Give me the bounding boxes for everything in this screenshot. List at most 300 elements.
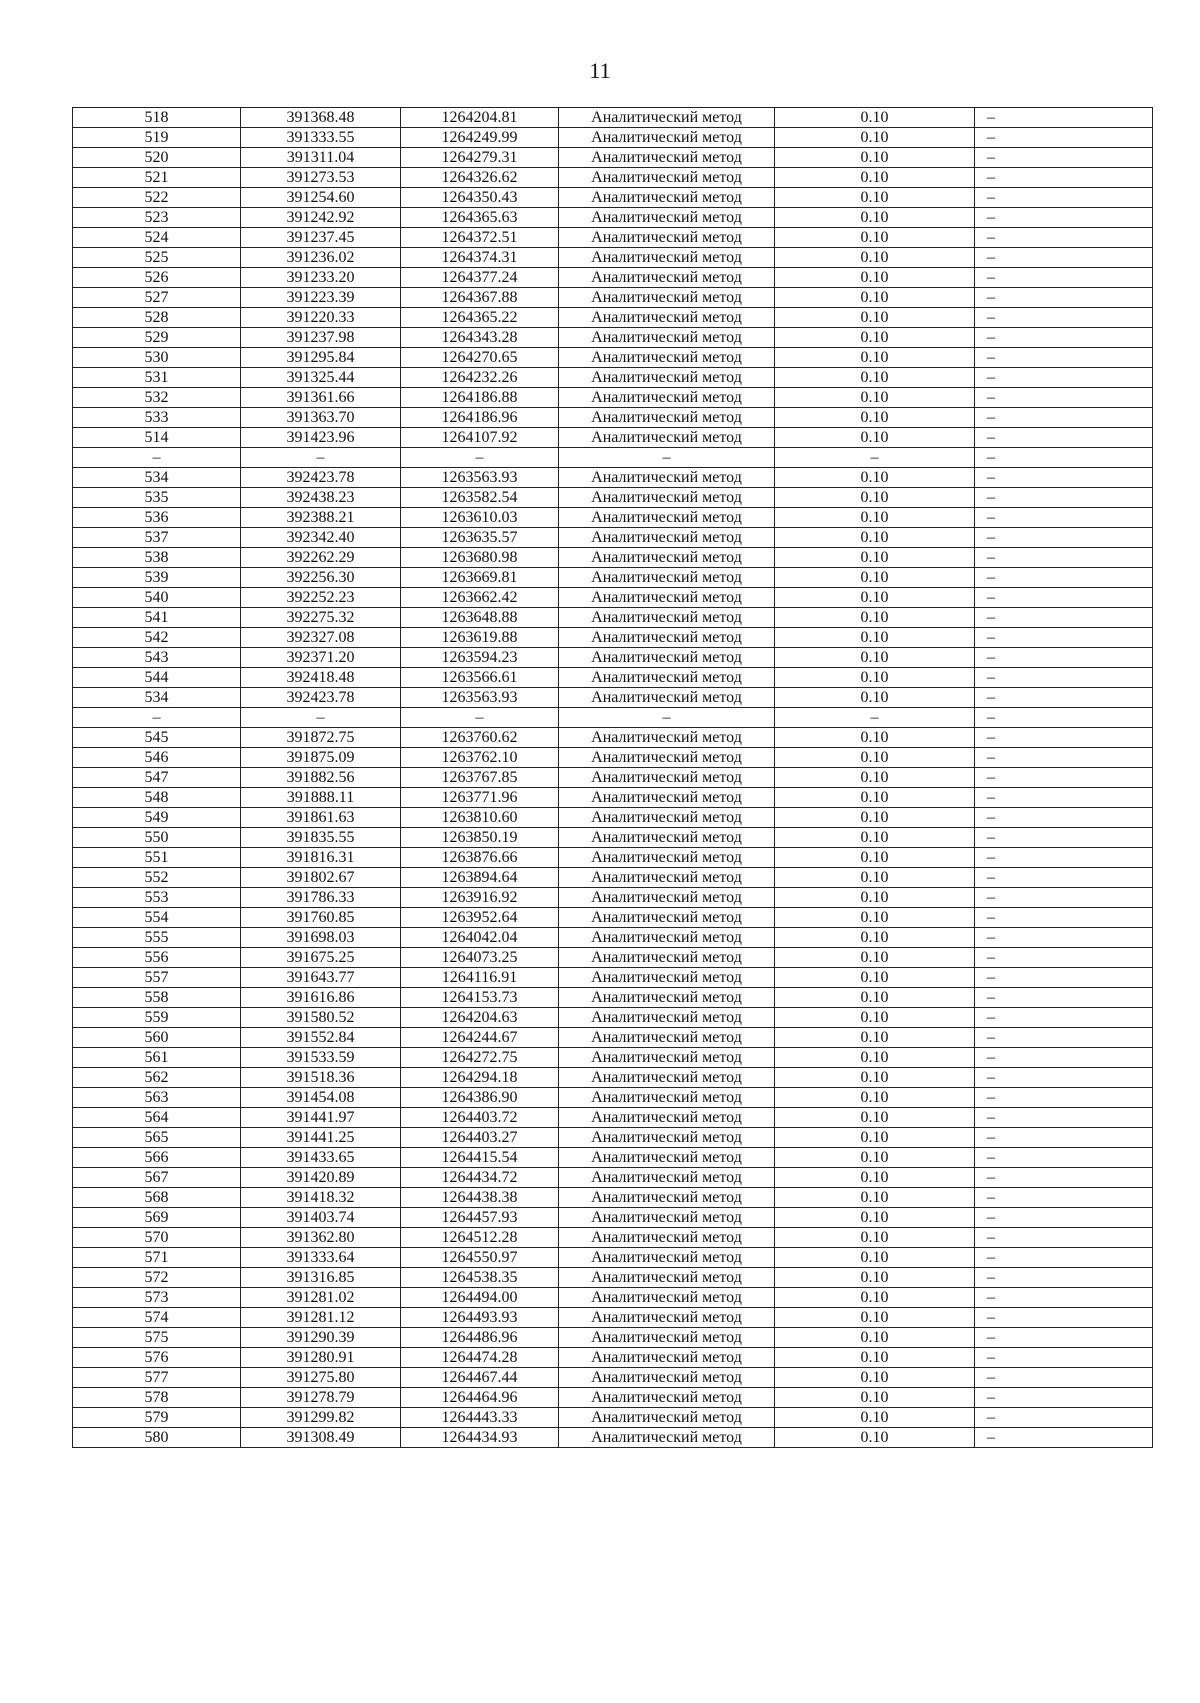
accuracy-cell: 0.10	[775, 748, 975, 768]
point-number-cell: 539	[73, 568, 241, 588]
x-coordinate-cell: 391311.04	[241, 148, 401, 168]
table-row	[73, 228, 1153, 248]
y-coordinate-cell: 1264464.96	[401, 1388, 559, 1408]
description-cell: –	[975, 388, 1153, 408]
point-number-cell: 547	[73, 768, 241, 788]
description-cell: –	[975, 248, 1153, 268]
y-coordinate-cell: 1264538.35	[401, 1268, 559, 1288]
table-row	[73, 1348, 1153, 1368]
y-coordinate-cell: 1264073.25	[401, 948, 559, 968]
table-row	[73, 488, 1153, 508]
accuracy-cell: 0.10	[775, 1308, 975, 1328]
y-coordinate-cell: 1264493.93	[401, 1308, 559, 1328]
method-cell: Аналитический метод	[559, 568, 775, 588]
table-row	[73, 1088, 1153, 1108]
accuracy-cell: 0.10	[775, 1028, 975, 1048]
description-cell: –	[975, 708, 1153, 728]
y-coordinate-cell: 1264438.38	[401, 1188, 559, 1208]
method-cell: Аналитический метод	[559, 768, 775, 788]
accuracy-cell: 0.10	[775, 248, 975, 268]
point-number-cell: 579	[73, 1408, 241, 1428]
x-coordinate-cell: 392438.23	[241, 488, 401, 508]
table-row	[73, 388, 1153, 408]
accuracy-cell: 0.10	[775, 608, 975, 628]
method-cell: Аналитический метод	[559, 1188, 775, 1208]
description-cell: –	[975, 848, 1153, 868]
table-row	[73, 308, 1153, 328]
description-cell: –	[975, 428, 1153, 448]
x-coordinate-cell: –	[241, 448, 401, 468]
accuracy-cell: 0.10	[775, 228, 975, 248]
method-cell: Аналитический метод	[559, 468, 775, 488]
table-row	[73, 908, 1153, 928]
description-cell: –	[975, 588, 1153, 608]
description-cell: –	[975, 568, 1153, 588]
x-coordinate-cell: 392388.21	[241, 508, 401, 528]
point-number-cell: 529	[73, 328, 241, 348]
y-coordinate-cell: 1263810.60	[401, 808, 559, 828]
table-row	[73, 788, 1153, 808]
accuracy-cell: 0.10	[775, 468, 975, 488]
method-cell: Аналитический метод	[559, 368, 775, 388]
point-number-cell: 572	[73, 1268, 241, 1288]
method-cell: Аналитический метод	[559, 1348, 775, 1368]
description-cell: –	[975, 288, 1153, 308]
point-number-cell: 545	[73, 728, 241, 748]
table-row	[73, 328, 1153, 348]
description-cell: –	[975, 448, 1153, 468]
x-coordinate-cell: 391580.52	[241, 1008, 401, 1028]
accuracy-cell: 0.10	[775, 1288, 975, 1308]
x-coordinate-cell: 392262.29	[241, 548, 401, 568]
description-cell: –	[975, 328, 1153, 348]
y-coordinate-cell: 1264494.00	[401, 1288, 559, 1308]
description-cell: –	[975, 1248, 1153, 1268]
description-cell: –	[975, 768, 1153, 788]
table-row	[73, 1408, 1153, 1428]
x-coordinate-cell: 392418.48	[241, 668, 401, 688]
accuracy-cell: 0.10	[775, 1048, 975, 1068]
table-row	[73, 528, 1153, 548]
method-cell: –	[559, 448, 775, 468]
point-number-cell: 571	[73, 1248, 241, 1268]
x-coordinate-cell: 391835.55	[241, 828, 401, 848]
table-row	[73, 268, 1153, 288]
y-coordinate-cell: 1263635.57	[401, 528, 559, 548]
point-number-cell: 533	[73, 408, 241, 428]
method-cell: Аналитический метод	[559, 1328, 775, 1348]
y-coordinate-cell: 1264403.27	[401, 1128, 559, 1148]
table-row	[73, 208, 1153, 228]
method-cell: Аналитический метод	[559, 748, 775, 768]
x-coordinate-cell: 391220.33	[241, 308, 401, 328]
x-coordinate-cell: 391325.44	[241, 368, 401, 388]
y-coordinate-cell: 1263876.66	[401, 848, 559, 868]
x-coordinate-cell: 391403.74	[241, 1208, 401, 1228]
accuracy-cell: 0.10	[775, 728, 975, 748]
accuracy-cell: 0.10	[775, 648, 975, 668]
point-number-cell: 557	[73, 968, 241, 988]
point-number-cell: –	[73, 708, 241, 728]
point-number-cell: 526	[73, 268, 241, 288]
table-row	[73, 168, 1153, 188]
x-coordinate-cell: 391281.12	[241, 1308, 401, 1328]
method-cell: Аналитический метод	[559, 308, 775, 328]
table-row	[73, 468, 1153, 488]
accuracy-cell: 0.10	[775, 588, 975, 608]
method-cell: Аналитический метод	[559, 928, 775, 948]
description-cell: –	[975, 108, 1153, 128]
method-cell: Аналитический метод	[559, 1148, 775, 1168]
x-coordinate-cell: 391816.31	[241, 848, 401, 868]
table-row	[73, 1068, 1153, 1088]
coordinates-table	[72, 107, 1153, 1448]
y-coordinate-cell: 1263619.88	[401, 628, 559, 648]
accuracy-cell: 0.10	[775, 488, 975, 508]
method-cell: Аналитический метод	[559, 1308, 775, 1328]
method-cell: Аналитический метод	[559, 1228, 775, 1248]
x-coordinate-cell: 391533.59	[241, 1048, 401, 1068]
description-cell: –	[975, 408, 1153, 428]
table-row	[73, 1128, 1153, 1148]
method-cell: Аналитический метод	[559, 148, 775, 168]
accuracy-cell: 0.10	[775, 388, 975, 408]
method-cell: Аналитический метод	[559, 408, 775, 428]
x-coordinate-cell: 392342.40	[241, 528, 401, 548]
y-coordinate-cell: 1263762.10	[401, 748, 559, 768]
method-cell: Аналитический метод	[559, 1428, 775, 1448]
table-row	[73, 1168, 1153, 1188]
method-cell: Аналитический метод	[559, 828, 775, 848]
y-coordinate-cell: 1264204.81	[401, 108, 559, 128]
x-coordinate-cell: 391275.80	[241, 1368, 401, 1388]
accuracy-cell: 0.10	[775, 1368, 975, 1388]
method-cell: Аналитический метод	[559, 348, 775, 368]
method-cell: Аналитический метод	[559, 788, 775, 808]
point-number-cell: 570	[73, 1228, 241, 1248]
table-row	[73, 568, 1153, 588]
table-row	[73, 548, 1153, 568]
accuracy-cell: 0.10	[775, 768, 975, 788]
method-cell: Аналитический метод	[559, 168, 775, 188]
table-row	[73, 1048, 1153, 1068]
y-coordinate-cell: 1264270.65	[401, 348, 559, 368]
x-coordinate-cell: 391760.85	[241, 908, 401, 928]
accuracy-cell: 0.10	[775, 528, 975, 548]
x-coordinate-cell: 391280.91	[241, 1348, 401, 1368]
description-cell: –	[975, 308, 1153, 328]
table-row	[73, 1108, 1153, 1128]
point-number-cell: 562	[73, 1068, 241, 1088]
point-number-cell: 530	[73, 348, 241, 368]
method-cell: Аналитический метод	[559, 248, 775, 268]
accuracy-cell: 0.10	[775, 508, 975, 528]
table-row	[73, 1328, 1153, 1348]
description-cell: –	[975, 528, 1153, 548]
method-cell: Аналитический метод	[559, 1288, 775, 1308]
accuracy-cell: 0.10	[775, 208, 975, 228]
method-cell: Аналитический метод	[559, 1368, 775, 1388]
table-row	[73, 648, 1153, 668]
y-coordinate-cell: 1264467.44	[401, 1368, 559, 1388]
table-row	[73, 248, 1153, 268]
method-cell: Аналитический метод	[559, 1068, 775, 1088]
y-coordinate-cell: 1263771.96	[401, 788, 559, 808]
point-number-cell: 565	[73, 1128, 241, 1148]
method-cell: Аналитический метод	[559, 908, 775, 928]
point-number-cell: 528	[73, 308, 241, 328]
description-cell: –	[975, 1168, 1153, 1188]
y-coordinate-cell: 1263916.92	[401, 888, 559, 908]
method-cell: Аналитический метод	[559, 1208, 775, 1228]
point-number-cell: 518	[73, 108, 241, 128]
y-coordinate-cell: 1264042.04	[401, 928, 559, 948]
accuracy-cell: 0.10	[775, 688, 975, 708]
y-coordinate-cell: 1263669.81	[401, 568, 559, 588]
method-cell: Аналитический метод	[559, 388, 775, 408]
x-coordinate-cell: 391802.67	[241, 868, 401, 888]
accuracy-cell: 0.10	[775, 1268, 975, 1288]
point-number-cell: 546	[73, 748, 241, 768]
y-coordinate-cell: 1264186.96	[401, 408, 559, 428]
point-number-cell: 543	[73, 648, 241, 668]
point-number-cell: 580	[73, 1428, 241, 1448]
y-coordinate-cell: 1263850.19	[401, 828, 559, 848]
table-row	[73, 868, 1153, 888]
table-row	[73, 588, 1153, 608]
x-coordinate-cell: 391281.02	[241, 1288, 401, 1308]
method-cell: Аналитический метод	[559, 548, 775, 568]
x-coordinate-cell: 391518.36	[241, 1068, 401, 1088]
point-number-cell: 573	[73, 1288, 241, 1308]
x-coordinate-cell: 391882.56	[241, 768, 401, 788]
x-coordinate-cell: 391875.09	[241, 748, 401, 768]
description-cell: –	[975, 828, 1153, 848]
x-coordinate-cell: 391362.80	[241, 1228, 401, 1248]
description-cell: –	[975, 908, 1153, 928]
x-coordinate-cell: 391441.97	[241, 1108, 401, 1128]
x-coordinate-cell: 391290.39	[241, 1328, 401, 1348]
description-cell: –	[975, 1088, 1153, 1108]
accuracy-cell: 0.10	[775, 788, 975, 808]
accuracy-cell: 0.10	[775, 668, 975, 688]
y-coordinate-cell: 1264249.99	[401, 128, 559, 148]
y-coordinate-cell: 1264434.93	[401, 1428, 559, 1448]
table-row	[73, 768, 1153, 788]
accuracy-cell: 0.10	[775, 328, 975, 348]
accuracy-cell: 0.10	[775, 148, 975, 168]
method-cell: Аналитический метод	[559, 1128, 775, 1148]
point-number-cell: 544	[73, 668, 241, 688]
accuracy-cell: 0.10	[775, 288, 975, 308]
x-coordinate-cell: 391441.25	[241, 1128, 401, 1148]
point-number-cell: 531	[73, 368, 241, 388]
method-cell: Аналитический метод	[559, 668, 775, 688]
accuracy-cell: 0.10	[775, 1248, 975, 1268]
y-coordinate-cell: 1264486.96	[401, 1328, 559, 1348]
accuracy-cell: 0.10	[775, 908, 975, 928]
x-coordinate-cell: 391675.25	[241, 948, 401, 968]
method-cell: Аналитический метод	[559, 1168, 775, 1188]
x-coordinate-cell: 391295.84	[241, 348, 401, 368]
x-coordinate-cell: 391236.02	[241, 248, 401, 268]
point-number-cell: 555	[73, 928, 241, 948]
description-cell: –	[975, 228, 1153, 248]
method-cell: Аналитический метод	[559, 1248, 775, 1268]
x-coordinate-cell: 391786.33	[241, 888, 401, 908]
table-row	[73, 1228, 1153, 1248]
point-number-cell: 538	[73, 548, 241, 568]
point-number-cell: 525	[73, 248, 241, 268]
y-coordinate-cell: 1263594.23	[401, 648, 559, 668]
x-coordinate-cell: 391420.89	[241, 1168, 401, 1188]
table-row	[73, 988, 1153, 1008]
description-cell: –	[975, 468, 1153, 488]
table-row	[73, 1428, 1153, 1448]
table-row	[73, 808, 1153, 828]
x-coordinate-cell: 391423.96	[241, 428, 401, 448]
method-cell: Аналитический метод	[559, 1108, 775, 1128]
point-number-cell: 578	[73, 1388, 241, 1408]
description-cell: –	[975, 948, 1153, 968]
description-cell: –	[975, 208, 1153, 228]
y-coordinate-cell: 1264415.54	[401, 1148, 559, 1168]
accuracy-cell: 0.10	[775, 868, 975, 888]
method-cell: Аналитический метод	[559, 1268, 775, 1288]
x-coordinate-cell: 391308.49	[241, 1428, 401, 1448]
accuracy-cell: 0.10	[775, 968, 975, 988]
description-cell: –	[975, 1028, 1153, 1048]
point-number-cell: 560	[73, 1028, 241, 1048]
y-coordinate-cell: 1263582.54	[401, 488, 559, 508]
y-coordinate-cell: 1264244.67	[401, 1028, 559, 1048]
y-coordinate-cell: 1263610.03	[401, 508, 559, 528]
y-coordinate-cell: 1264365.63	[401, 208, 559, 228]
description-cell: –	[975, 1388, 1153, 1408]
method-cell: Аналитический метод	[559, 128, 775, 148]
x-coordinate-cell: 392275.32	[241, 608, 401, 628]
method-cell: Аналитический метод	[559, 1008, 775, 1028]
y-coordinate-cell: 1264457.93	[401, 1208, 559, 1228]
x-coordinate-cell: 392327.08	[241, 628, 401, 648]
x-coordinate-cell: 391888.11	[241, 788, 401, 808]
method-cell: Аналитический метод	[559, 228, 775, 248]
y-coordinate-cell: 1263563.93	[401, 688, 559, 708]
description-cell: –	[975, 868, 1153, 888]
accuracy-cell: –	[775, 708, 975, 728]
method-cell: Аналитический метод	[559, 868, 775, 888]
x-coordinate-cell: 391242.92	[241, 208, 401, 228]
table-row	[73, 608, 1153, 628]
accuracy-cell: –	[775, 448, 975, 468]
y-coordinate-cell: 1264116.91	[401, 968, 559, 988]
x-coordinate-cell: 391233.20	[241, 268, 401, 288]
x-coordinate-cell: 392371.20	[241, 648, 401, 668]
y-coordinate-cell: 1264107.92	[401, 428, 559, 448]
table-row	[73, 1288, 1153, 1308]
accuracy-cell: 0.10	[775, 308, 975, 328]
table-row	[73, 968, 1153, 988]
accuracy-cell: 0.10	[775, 808, 975, 828]
description-cell: –	[975, 608, 1153, 628]
description-cell: –	[975, 188, 1153, 208]
method-cell: Аналитический метод	[559, 428, 775, 448]
point-number-cell: 564	[73, 1108, 241, 1128]
point-number-cell: 521	[73, 168, 241, 188]
x-coordinate-cell: 391273.53	[241, 168, 401, 188]
table-row	[73, 408, 1153, 428]
y-coordinate-cell: 1263760.62	[401, 728, 559, 748]
y-coordinate-cell: 1264365.22	[401, 308, 559, 328]
x-coordinate-cell: –	[241, 708, 401, 728]
y-coordinate-cell: 1264232.26	[401, 368, 559, 388]
description-cell: –	[975, 1148, 1153, 1168]
point-number-cell: 559	[73, 1008, 241, 1028]
description-cell: –	[975, 1128, 1153, 1148]
x-coordinate-cell: 391643.77	[241, 968, 401, 988]
point-number-cell: 537	[73, 528, 241, 548]
description-cell: –	[975, 888, 1153, 908]
table-row	[73, 148, 1153, 168]
table-row	[73, 928, 1153, 948]
point-number-cell: 575	[73, 1328, 241, 1348]
point-number-cell: 527	[73, 288, 241, 308]
y-coordinate-cell: 1264377.24	[401, 268, 559, 288]
method-cell: Аналитический метод	[559, 328, 775, 348]
y-coordinate-cell: 1264512.28	[401, 1228, 559, 1248]
y-coordinate-cell: 1263563.93	[401, 468, 559, 488]
description-cell: –	[975, 548, 1153, 568]
table-row	[73, 728, 1153, 748]
method-cell: Аналитический метод	[559, 808, 775, 828]
description-cell: –	[975, 148, 1153, 168]
y-coordinate-cell: 1264367.88	[401, 288, 559, 308]
description-cell: –	[975, 1008, 1153, 1028]
method-cell: Аналитический метод	[559, 288, 775, 308]
description-cell: –	[975, 128, 1153, 148]
y-coordinate-cell: 1264343.28	[401, 328, 559, 348]
x-coordinate-cell: 391237.98	[241, 328, 401, 348]
description-cell: –	[975, 968, 1153, 988]
description-cell: –	[975, 728, 1153, 748]
y-coordinate-cell: 1263767.85	[401, 768, 559, 788]
y-coordinate-cell: 1264186.88	[401, 388, 559, 408]
description-cell: –	[975, 508, 1153, 528]
point-number-cell: 520	[73, 148, 241, 168]
method-cell: Аналитический метод	[559, 268, 775, 288]
point-number-cell: 519	[73, 128, 241, 148]
table-row	[73, 1248, 1153, 1268]
accuracy-cell: 0.10	[775, 1188, 975, 1208]
description-cell: –	[975, 648, 1153, 668]
y-coordinate-cell: 1264279.31	[401, 148, 559, 168]
y-coordinate-cell: 1263894.64	[401, 868, 559, 888]
y-coordinate-cell: 1263680.98	[401, 548, 559, 568]
table-row	[73, 428, 1153, 448]
x-coordinate-cell: 391316.85	[241, 1268, 401, 1288]
y-coordinate-cell: 1264374.31	[401, 248, 559, 268]
description-cell: –	[975, 988, 1153, 1008]
x-coordinate-cell: 392256.30	[241, 568, 401, 588]
y-coordinate-cell: 1264153.73	[401, 988, 559, 1008]
accuracy-cell: 0.10	[775, 188, 975, 208]
method-cell: Аналитический метод	[559, 528, 775, 548]
method-cell: Аналитический метод	[559, 188, 775, 208]
x-coordinate-cell: 391333.64	[241, 1248, 401, 1268]
point-number-cell: 551	[73, 848, 241, 868]
method-cell: Аналитический метод	[559, 588, 775, 608]
point-number-cell: 568	[73, 1188, 241, 1208]
